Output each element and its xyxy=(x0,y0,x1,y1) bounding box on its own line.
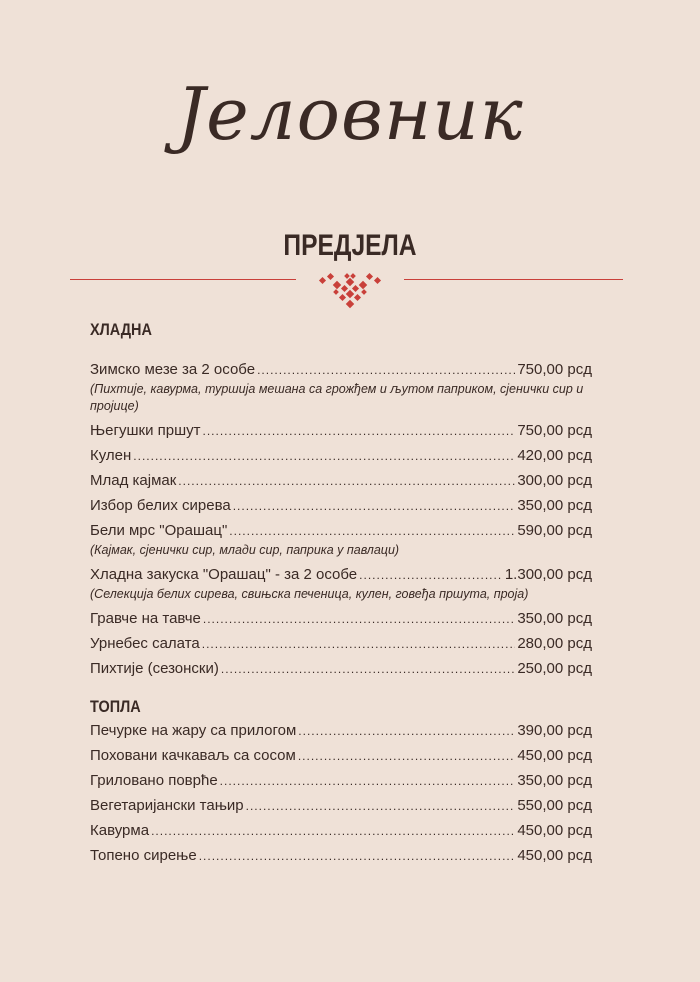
item-note: (Пихтије, кавурма, туршија мешана са грожђем и љутом паприком, сјенички сир и пројице) xyxy=(90,382,584,413)
item-price: 280,00 рсд xyxy=(517,635,592,652)
group-title-cold: ХЛАДНА xyxy=(90,320,152,339)
divider-right xyxy=(404,279,623,280)
list-item xyxy=(90,523,592,559)
folk-ornament-icon xyxy=(314,270,386,310)
item-name: Вегетаријански тањир xyxy=(90,797,244,814)
item-price: 750,00 рсд xyxy=(517,422,592,439)
item-price: 350,00 рсд xyxy=(517,610,592,627)
list-item xyxy=(90,636,592,661)
list-item xyxy=(90,473,592,498)
item-price: 450,00 рсд xyxy=(517,747,592,764)
menu-title: Јеловник xyxy=(176,72,524,156)
item-price: 590,00 рсд xyxy=(517,522,592,539)
list-item xyxy=(90,567,592,603)
item-price: 250,00 рсд xyxy=(517,660,592,677)
item-name: Кулен xyxy=(90,447,132,464)
list-item xyxy=(90,798,592,823)
item-price: 390,00 рсд xyxy=(517,722,592,739)
list-item xyxy=(90,498,592,523)
item-note: (Кајмак, сјенички сир, млади сир, паприка у павлаци) xyxy=(90,543,400,557)
item-price: 550,00 рсд xyxy=(517,797,592,814)
list-item xyxy=(90,611,592,636)
item-name: Бели мрс "Орашац" xyxy=(90,522,228,539)
item-price: 1.300,00 рсд xyxy=(504,566,592,583)
item-name: Гриловано поврће xyxy=(90,772,218,789)
divider-left xyxy=(70,279,296,280)
item-name: Пихтије (сезонски) xyxy=(90,660,219,677)
item-name: Његушки пршут xyxy=(90,422,201,439)
list-item xyxy=(90,448,592,473)
list-item xyxy=(90,423,592,448)
section-heading: ПРЕДЈЕЛА xyxy=(283,229,417,262)
list-item xyxy=(90,723,592,748)
item-price: 300,00 рсд xyxy=(517,472,592,489)
item-name: Кавурма xyxy=(90,822,150,839)
list-item xyxy=(90,661,592,686)
hot-appetizers-list xyxy=(90,723,592,873)
item-name: Зимско мезе за 2 особе xyxy=(90,361,256,378)
item-name: Гравче на тавче xyxy=(90,610,201,627)
list-item xyxy=(90,748,592,773)
cold-appetizers-list xyxy=(90,362,592,686)
item-price: 750,00 рсд xyxy=(517,361,592,378)
item-name: Хладна закуска "Орашац" - за 2 особе xyxy=(90,566,358,583)
list-item xyxy=(90,823,592,848)
list-item xyxy=(90,773,592,798)
list-item xyxy=(90,362,592,415)
item-name: Избор белих сирева xyxy=(90,497,231,514)
item-name: Урнебес салата xyxy=(90,635,200,652)
item-name: Печурке на жару са прилогом xyxy=(90,722,297,739)
item-price: 350,00 рсд xyxy=(517,772,592,789)
item-name: Млад кајмак xyxy=(90,472,177,489)
item-price: 450,00 рсд xyxy=(517,822,592,839)
item-price: 420,00 рсд xyxy=(517,447,592,464)
item-note: (Селекција белих сирева, свињска печеница, кулен, говеђа пршута, проја) xyxy=(90,587,529,601)
item-name: Поховани качкаваљ са сосом xyxy=(90,747,296,764)
group-title-hot: ТОПЛА xyxy=(90,697,141,716)
list-item xyxy=(90,848,592,873)
item-name: Топено сирење xyxy=(90,847,197,864)
item-price: 350,00 рсд xyxy=(517,497,592,514)
item-price: 450,00 рсд xyxy=(517,847,592,864)
